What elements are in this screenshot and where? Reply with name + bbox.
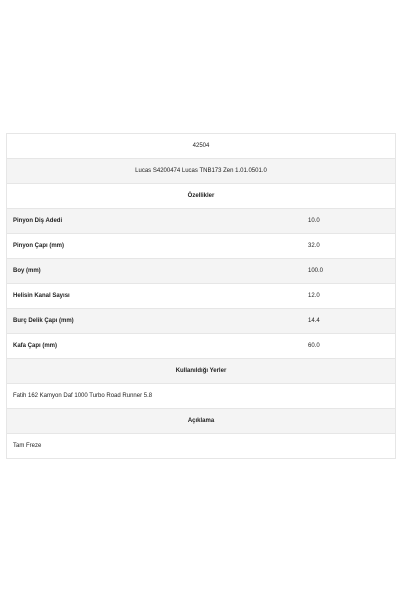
- spec-row: [7, 209, 395, 234]
- cross-references: Lucas S4200474 Lucas TNB173 Zen 1.01.0501.0: [135, 168, 267, 174]
- spec-table: [6, 133, 396, 459]
- cross-ref-row: [7, 159, 395, 184]
- spec-row: [7, 259, 395, 284]
- product-code: 42504: [192, 143, 210, 149]
- usage-header: [7, 359, 395, 384]
- spec-value: 12.0: [308, 293, 320, 299]
- spec-label: Kafa Çapı (mm): [13, 343, 58, 349]
- spec-value: 60.0: [308, 343, 320, 349]
- spec-value: 32.0: [308, 243, 320, 249]
- product-code-row: [7, 134, 395, 159]
- spec-label: Helisin Kanal Sayısı: [13, 293, 70, 299]
- spec-row: [7, 234, 395, 259]
- description-header: [7, 409, 395, 434]
- usage-text: Fatih 162 Kamyon Daf 1000 Turbo Road Runner 5.8: [13, 393, 153, 399]
- features-header: [7, 184, 395, 209]
- spec-label: Burç Delik Çapı (mm): [13, 318, 74, 324]
- features-title: Özellikler: [187, 193, 215, 199]
- spec-label: Pinyon Diş Adedi: [13, 218, 63, 224]
- spec-row: [7, 309, 395, 334]
- spec-label: Boy (mm): [13, 268, 41, 274]
- spec-row: [7, 334, 395, 359]
- spec-value: 100.0: [308, 268, 324, 274]
- spec-value: 14.4: [308, 318, 320, 324]
- description-title: Açıklama: [187, 418, 215, 424]
- spec-row: [7, 284, 395, 309]
- usage-row: [7, 384, 395, 409]
- description-text: Tam Freze: [13, 443, 42, 449]
- usage-title: Kullanıldığı Yerler: [175, 368, 227, 374]
- description-row: [7, 434, 395, 459]
- spec-value: 10.0: [308, 218, 320, 224]
- spec-label: Pinyon Çapı (mm): [13, 243, 65, 249]
